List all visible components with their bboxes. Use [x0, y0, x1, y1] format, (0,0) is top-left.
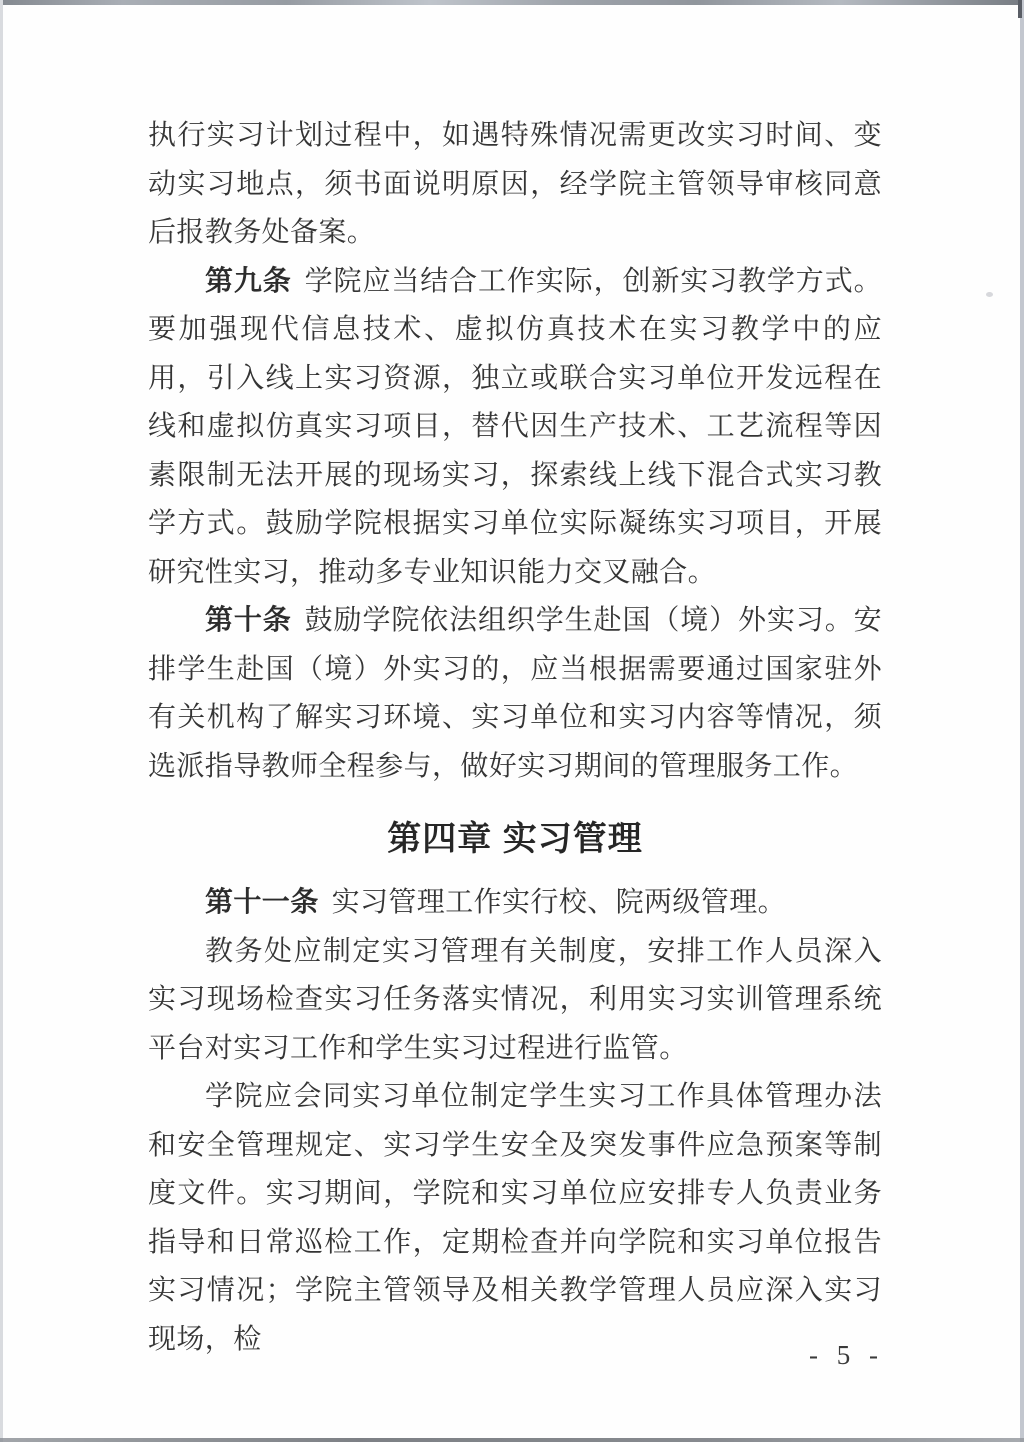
scan-artifact-top-edge — [0, 0, 1024, 5]
article-11-text: 实习管理工作实行校、院两级管理。 — [331, 887, 787, 918]
page-number: - 5 - — [809, 1340, 884, 1370]
article-10-paragraph — [148, 597, 882, 791]
scan-artifact-bottom-edge — [0, 1438, 1024, 1442]
document-body — [148, 112, 882, 1364]
chapter-4-heading: 第四章 实习管理 — [387, 820, 643, 858]
scan-artifact-speck — [986, 292, 993, 297]
paragraph-academic-affairs-office: 教务处应制定实习管理有关制度，安排工作人员深入实习现场检查实习任务落实情况，利用实习实训管理系统平台对实习工作和学生实习过程进行监管。 — [148, 935, 882, 1064]
article-11-label: 第十一条 — [205, 887, 319, 918]
article-9-text: 学院应当结合工作实际，创新实习教学方式。要加强现代信息技术、虚拟仿真技术在实习教学中的应用，引入线上实习资源，独立或联合实习单位开发远程在线和虚拟仿真实习项目，替代因生产技术、工艺流程等因素限制无法开展的现场实习，探索线上线下混合式实习教学方式。鼓励学院根据实习单位实际凝练实习项目，开展研究性实习，推动多专业知识能力交叉融合。 — [148, 265, 882, 588]
scan-artifact-right-tick — [1018, 0, 1022, 18]
scan-artifact-right-edge — [1020, 0, 1024, 1442]
paragraph-continuation: 执行实习计划过程中，如遇特殊情况需更改实习时间、变动实习地点，须书面说明原因，经学院主管领导审核同意后报教务处备案。 — [148, 120, 882, 248]
article-10-label: 第十条 — [205, 605, 292, 636]
article-9-label: 第九条 — [205, 265, 292, 297]
paragraph-college-management: 学院应会同实习单位制定学生实习工作具体管理办法和安全管理规定、实习学生安全及突发事件应急预案等制度文件。实习期间，学院和实习单位应安排专人负责业务指导和日常巡检工作，定期检查并向学院和实习单位报告实习情况；学院主管领导及相关教学管理人员应深入实习现场，检 — [148, 1081, 882, 1355]
article-9-paragraph — [148, 258, 882, 598]
article-11-paragraph — [148, 879, 882, 928]
article-10-text: 鼓励学院依法组织学生赴国（境）外实习。安排学生赴国（境）外实习的，应当根据需要通过国家驻外有关机构了解实习环境、实习单位和实习内容等情况，须选派指导教师全程参与，做好实习期间的管理服务工作。 — [148, 605, 882, 782]
scan-artifact-left-edge — [0, 0, 3, 1442]
